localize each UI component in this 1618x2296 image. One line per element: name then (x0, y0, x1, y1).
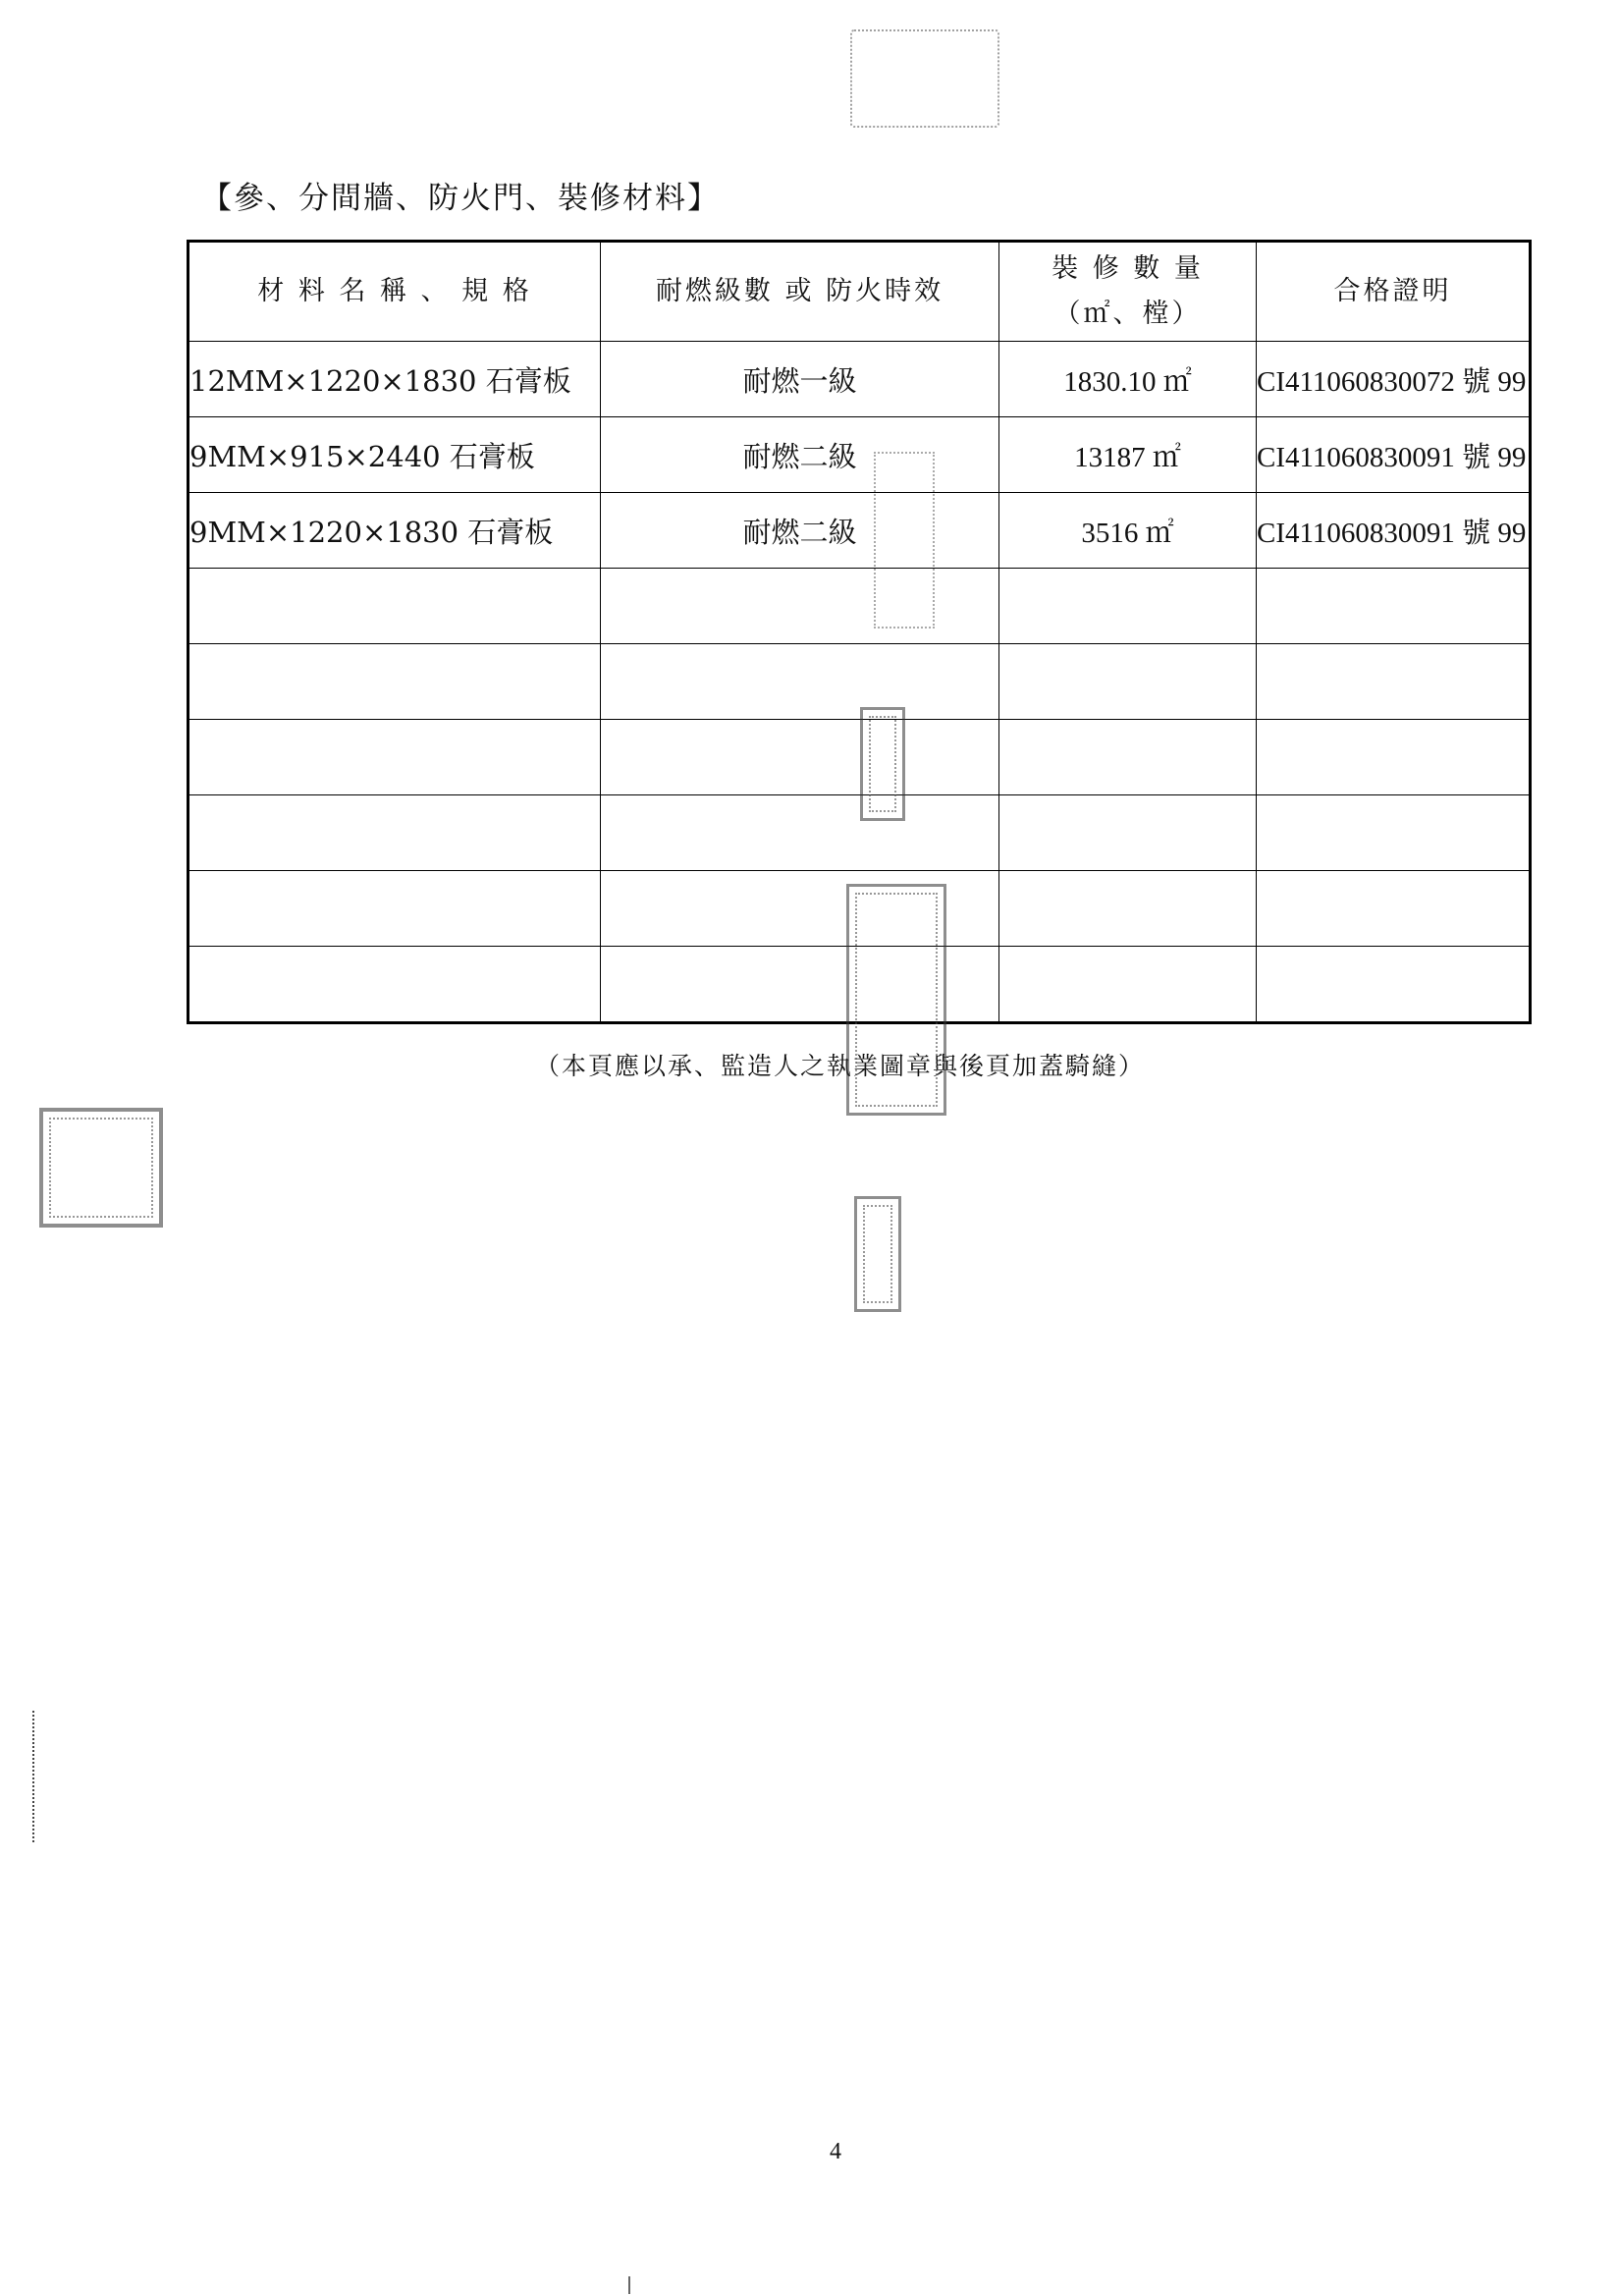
cell-material-name (189, 720, 601, 795)
cell-certificate (1257, 569, 1531, 644)
table-row (189, 493, 1531, 569)
cell-certificate: CI411060830072 號 99 (1257, 342, 1531, 417)
cell-fire-rating: 耐燃二級 (601, 493, 999, 569)
cell-material-name (189, 644, 601, 720)
cell-quantity: 1830.10 ㎡ (999, 342, 1257, 417)
cell-material-name: 9MM×1220×1830 石膏板 (189, 493, 601, 569)
cell-quantity (999, 569, 1257, 644)
cell-fire-rating (601, 644, 999, 720)
seal-stamp-over-table-small (860, 707, 905, 821)
cell-quantity (999, 720, 1257, 795)
cell-fire-rating: 耐燃二級 (601, 417, 999, 493)
cell-quantity: 13187 ㎡ (999, 417, 1257, 493)
cell-certificate (1257, 795, 1531, 871)
cell-material-name (189, 871, 601, 947)
seal-instruction-footnote: （本頁應以承、監造人之執業圖章與後頁加蓋騎縫） (535, 1052, 1146, 1080)
page-number: 4 (830, 2139, 841, 2164)
cell-material-name (189, 569, 601, 644)
header-certificate: 合格證明 (1257, 242, 1531, 342)
scan-mark (628, 2276, 630, 2294)
cell-quantity: 3516 ㎡ (999, 493, 1257, 569)
table-row (189, 569, 1531, 644)
cell-certificate (1257, 644, 1531, 720)
header-fire-rating: 耐燃級數 或 防火時效 (601, 242, 999, 342)
table-row (189, 795, 1531, 871)
cell-material-name (189, 947, 601, 1023)
cell-certificate (1257, 720, 1531, 795)
cell-quantity (999, 947, 1257, 1023)
cell-fire-rating (601, 720, 999, 795)
cell-certificate (1257, 871, 1531, 947)
seal-stamp-top (850, 29, 999, 128)
cell-certificate: CI411060830091 號 99 (1257, 493, 1531, 569)
cell-quantity (999, 871, 1257, 947)
header-material-name: 材 料 名 稱 、 規 格 (189, 242, 601, 342)
header-quantity-line2: （㎡、樘） (1053, 299, 1202, 329)
seal-stamp-over-table (874, 452, 935, 629)
table-row (189, 417, 1531, 493)
seal-stamp-below-footnote (854, 1196, 901, 1312)
section-title: 【參、分間牆、防火門、裝修材料】 (201, 181, 720, 216)
cell-material-name: 12MM×1220×1830 石膏板 (189, 342, 601, 417)
cell-quantity (999, 795, 1257, 871)
table-row (189, 644, 1531, 720)
seal-stamp-over-footnote (846, 884, 946, 1116)
table-header-row (189, 242, 1531, 342)
cell-material-name (189, 795, 601, 871)
cell-certificate: CI411060830091 號 99 (1257, 417, 1531, 493)
header-quantity (999, 242, 1257, 342)
header-quantity-line1: 裝 修 數 量 (1052, 253, 1204, 285)
cell-fire-rating (601, 569, 999, 644)
cell-certificate (1257, 947, 1531, 1023)
seal-stamp-left-margin (39, 1108, 163, 1228)
cell-fire-rating: 耐燃一級 (601, 342, 999, 417)
table-row (189, 342, 1531, 417)
cell-material-name: 9MM×915×2440 石膏板 (189, 417, 601, 493)
table-row (189, 720, 1531, 795)
binding-margin-dots (32, 1711, 36, 1842)
cell-quantity (999, 644, 1257, 720)
cell-fire-rating (601, 795, 999, 871)
